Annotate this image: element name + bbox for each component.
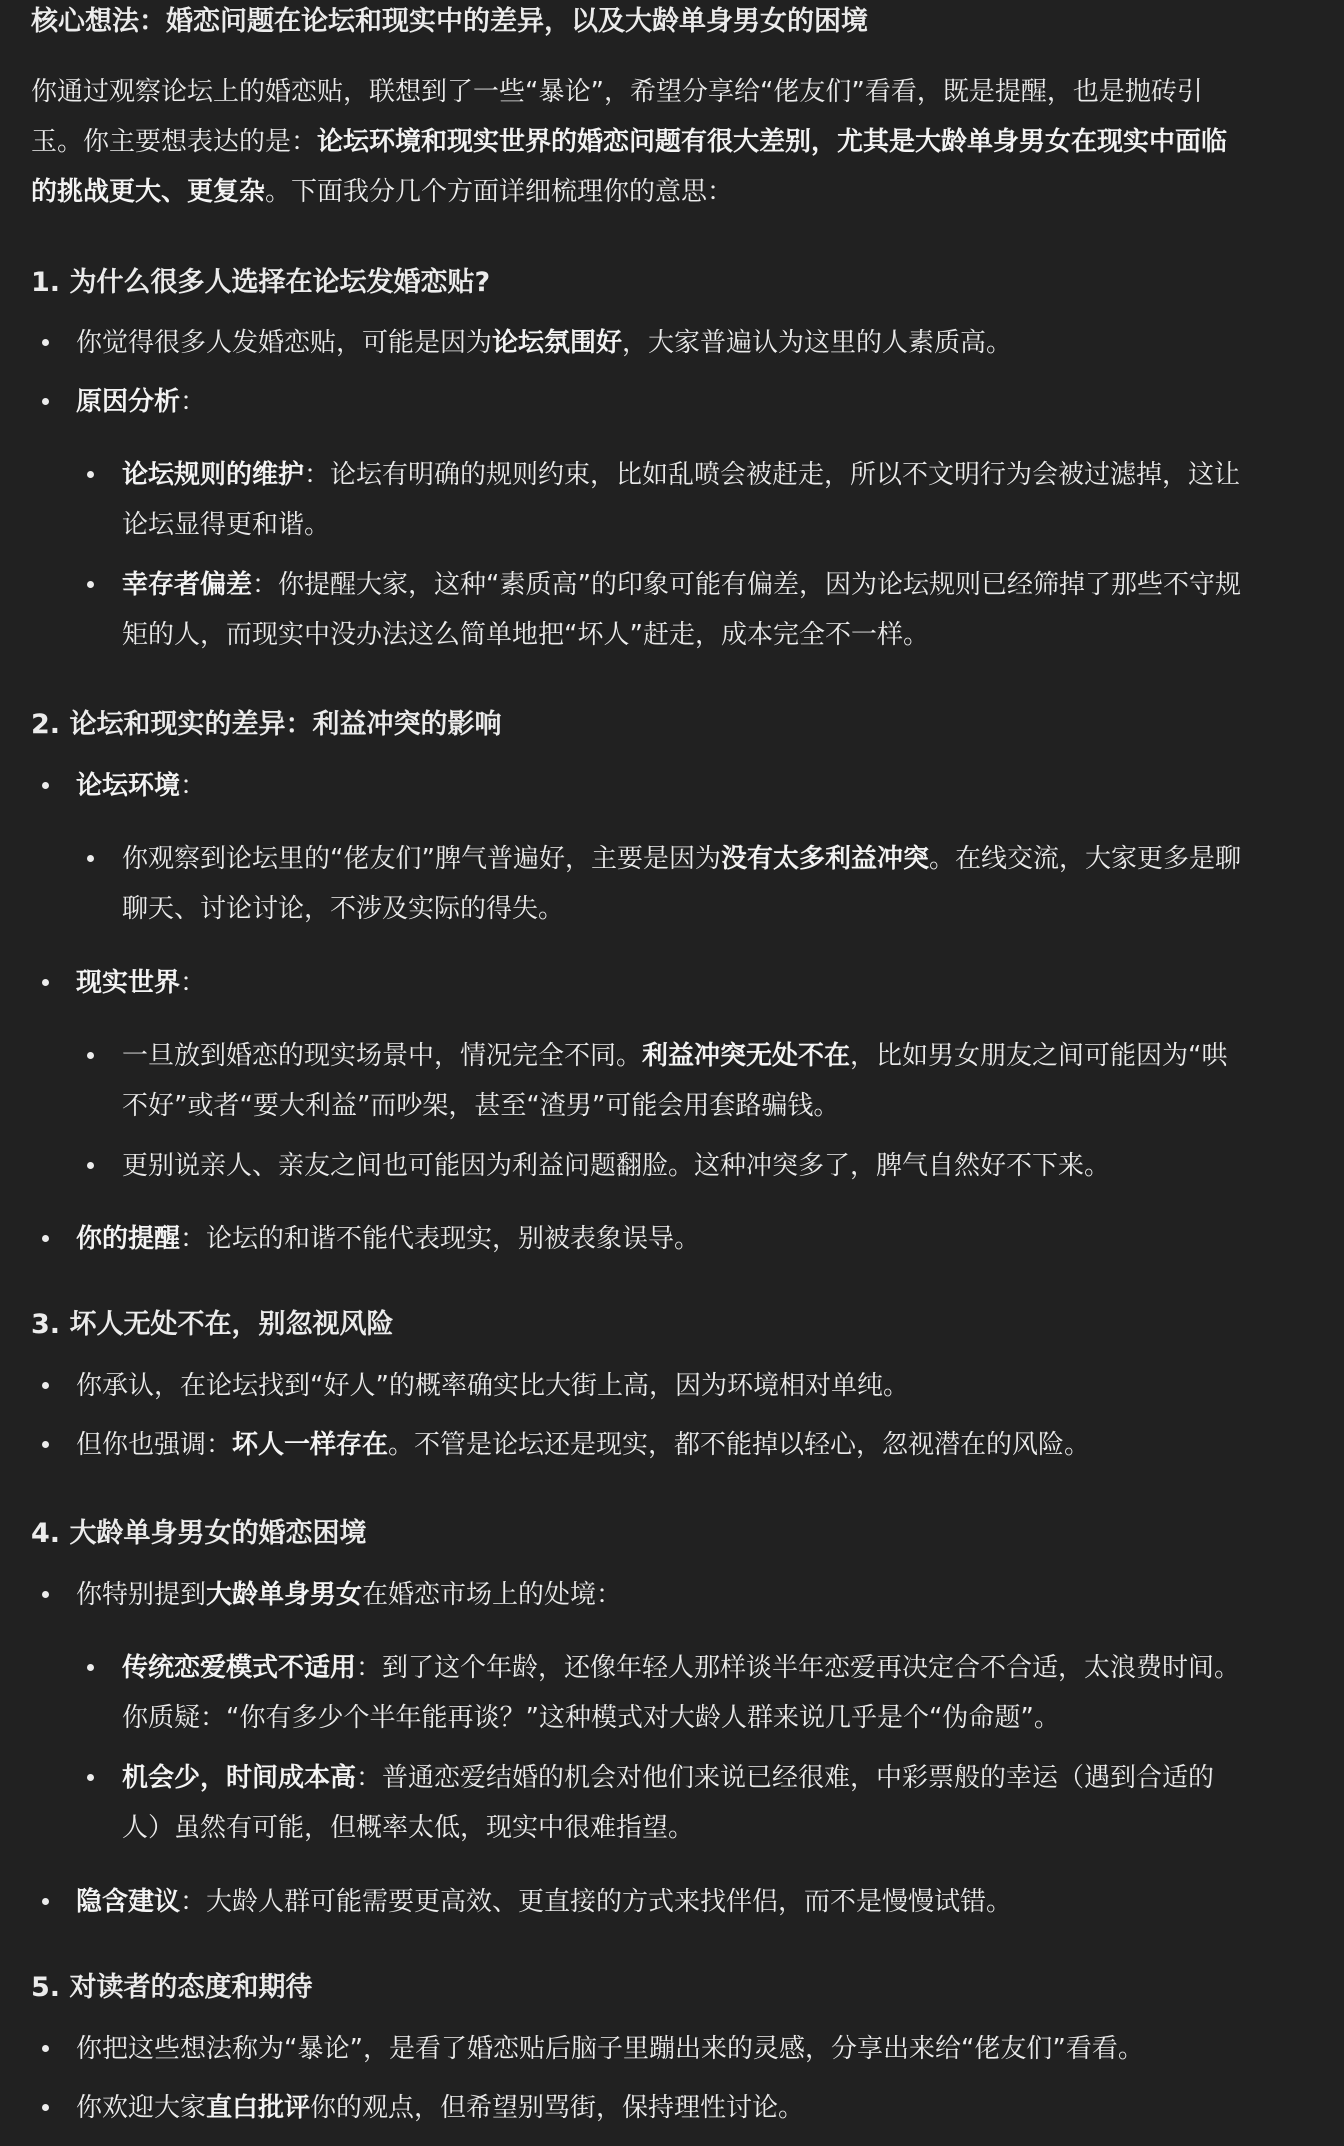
list-item: 你观察到论坛里的“佬友们”脾气普遍好，主要是因为没有太多利益冲突。在线交流，大家更多是聊 — [122, 844, 1241, 874]
bullet-dot — [42, 782, 49, 789]
bullet-dot — [42, 1591, 49, 1598]
list-item-continuation: 论坛显得更和谐。 — [122, 510, 331, 540]
list-item: 但你也强调：坏人一样存在。不管是论坛还是现实，都不能掉以轻心，忽视潜在的风险。 — [76, 1430, 1091, 1460]
list-item: 你觉得很多人发婚恋贴，可能是因为论坛氛围好，大家普遍认为这里的人素质高。 — [76, 328, 1013, 358]
bullet-dot — [42, 2045, 49, 2052]
bullet-dot — [42, 1898, 49, 1905]
list-item: 传统恋爱模式不适用：到了这个年龄，还像年轻人那样谈半年恋爱再决定合不合适，太浪费时间。 — [122, 1653, 1241, 1683]
list-item: 现实世界： — [76, 968, 207, 998]
list-item: 你承认，在论坛找到“好人”的概率确实比大街上高，因为环境相对单纯。 — [76, 1371, 909, 1401]
list-item: 你欢迎大家直白批评你的观点，但希望别骂街，保持理性讨论。 — [76, 2093, 805, 2123]
page-title: 核心想法：婚恋问题在论坛和现实中的差异，以及大龄单身男女的困境 — [31, 6, 868, 37]
bullet-dot — [87, 855, 94, 862]
section-heading: 1. 为什么很多人选择在论坛发婚恋贴? — [31, 267, 491, 298]
bullet-dot — [42, 1235, 49, 1242]
list-item: 一旦放到婚恋的现实场景中，情况完全不同。利益冲突无处不在，比如男女朋友之间可能因为“哄 — [122, 1041, 1228, 1071]
list-item: 隐含建议：大龄人群可能需要更高效、更直接的方式来找伴侣，而不是慢慢试错。 — [76, 1887, 1013, 1917]
section-heading: 5. 对读者的态度和期待 — [31, 1972, 313, 2003]
list-item: 论坛规则的维护：论坛有明确的规则约束，比如乱喷会被赶走，所以不文明行为会被过滤掉，这让 — [122, 460, 1241, 490]
list-item: 你的提醒：论坛的和谐不能代表现实，别被表象误导。 — [76, 1224, 701, 1254]
bullet-dot — [87, 1664, 94, 1671]
list-item-continuation: 聊天、讨论讨论，不涉及实际的得失。 — [122, 894, 565, 924]
bullet-dot — [42, 339, 49, 346]
section-heading: 3. 坏人无处不在，别忽视风险 — [31, 1309, 394, 1340]
bullet-dot — [87, 471, 94, 478]
list-item-continuation: 你质疑：“你有多少个半年能再谈？”这种模式对大龄人群来说几乎是个“伪命题”。 — [122, 1703, 1060, 1733]
section-heading: 4. 大龄单身男女的婚恋困境 — [31, 1518, 367, 1549]
list-item: 幸存者偏差：你提醒大家，这种“素质高”的印象可能有偏差，因为论坛规则已经筛掉了那些不守规 — [122, 570, 1241, 600]
bullet-dot — [87, 1162, 94, 1169]
list-item-continuation: 矩的人，而现实中没办法这么简单地把“坏人”赶走，成本完全不一样。 — [122, 620, 929, 650]
list-item-continuation: 不好”或者“要大利益”而吵架，甚至“渣男”可能会用套路骗钱。 — [122, 1091, 840, 1121]
list-item: 你把这些想法称为“暴论”，是看了婚恋贴后脑子里蹦出来的灵感，分享出来给“佬友们”看看。 — [76, 2034, 1144, 2064]
bullet-dot — [87, 1774, 94, 1781]
bullet-dot — [42, 2104, 49, 2111]
list-item: 更别说亲人、亲友之间也可能因为利益问题翻脸。这种冲突多了，脾气自然好不下来。 — [122, 1151, 1111, 1181]
bullet-dot — [42, 398, 49, 405]
list-item-continuation: 人）虽然有可能，但概率太低，现实中很难指望。 — [122, 1813, 695, 1843]
list-item: 论坛环境： — [76, 771, 207, 801]
intro-line: 玉。你主要想表达的是：论坛环境和现实世界的婚恋问题有很大差别，尤其是大龄单身男女在现实中面临 — [31, 127, 1228, 157]
bullet-dot — [87, 1052, 94, 1059]
list-item: 原因分析： — [76, 387, 207, 417]
bullet-dot — [42, 979, 49, 986]
bullet-dot — [42, 1441, 49, 1448]
list-item: 机会少，时间成本高：普通恋爱结婚的机会对他们来说已经很难，中彩票般的幸运（遇到合适的 — [122, 1763, 1215, 1793]
intro-line: 你通过观察论坛上的婚恋贴，联想到了一些“暴论”，希望分享给“佬友们”看看，既是提醒，也是抛砖引 — [31, 77, 1203, 107]
bullet-dot — [87, 581, 94, 588]
list-item: 你特别提到大龄单身男女在婚恋市场上的处境： — [76, 1580, 623, 1610]
section-heading: 2. 论坛和现实的差异：利益冲突的影响 — [31, 709, 502, 740]
bullet-dot — [42, 1382, 49, 1389]
intro-line: 的挑战更大、更复杂。下面我分几个方面详细梳理你的意思： — [31, 177, 734, 207]
